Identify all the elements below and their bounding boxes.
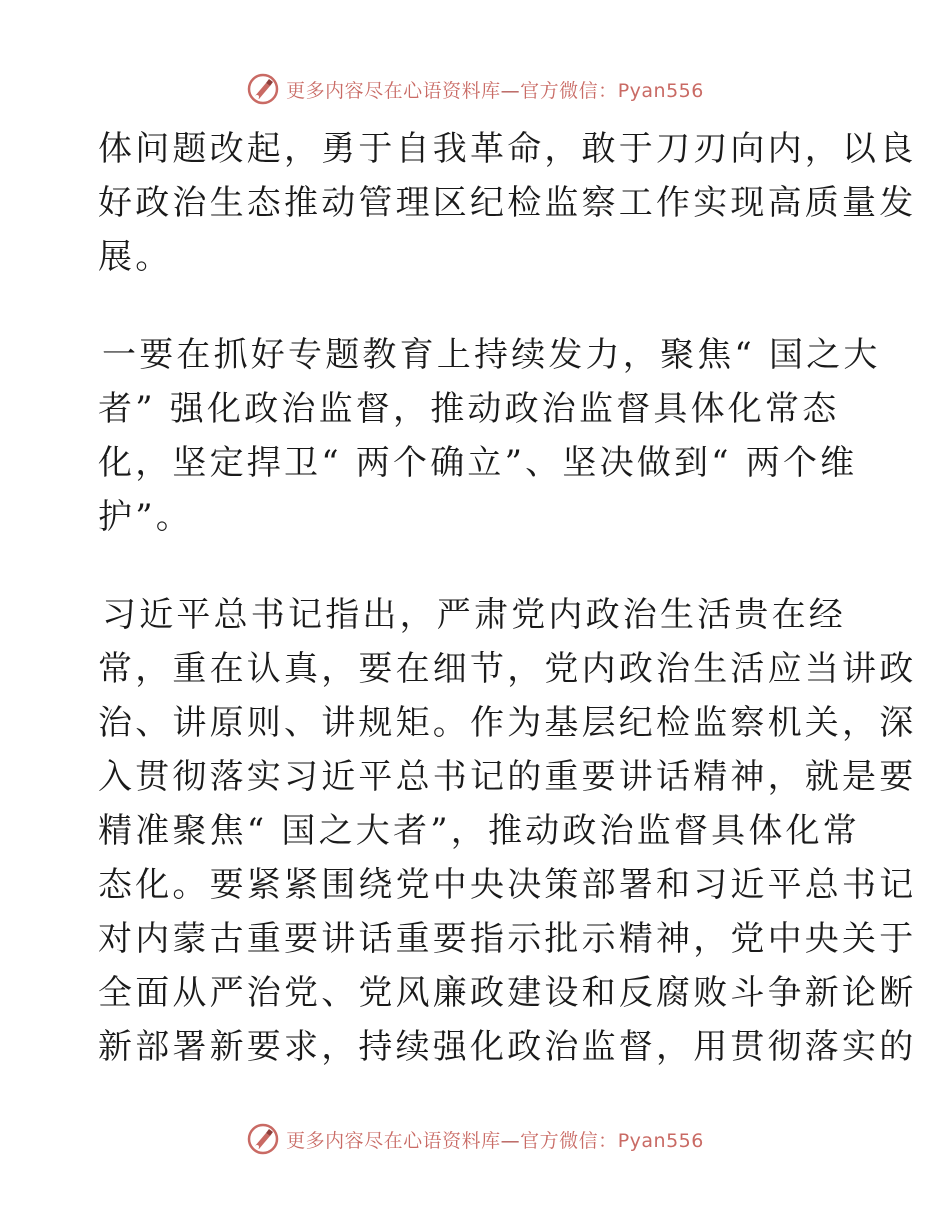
text-line: 入贯彻落实习近平总书记的重要讲话精神，就是要 (98, 757, 917, 797)
text-line: 精准聚焦“ 国之大者”，推动政治监督具体化常 (98, 811, 860, 851)
watermark-wechat-id: Pyan556 (617, 79, 704, 102)
text-line: 态化。要紧紧围绕党中央决策部署和习近平总书记 (98, 865, 917, 905)
paragraph-2 (98, 328, 881, 544)
pen-logo-icon (246, 1122, 280, 1156)
text-line: 对内蒙古重要讲话重要指示批示精神，党中央关于 (98, 919, 917, 959)
watermark-separator: — (500, 1129, 521, 1152)
watermark-library-text: 更多内容尽在心语资料库 (286, 1129, 501, 1152)
text-line: 新部署新要求，持续强化政治监督，用贯彻落实的 (98, 1027, 917, 1067)
paragraph-1 (98, 122, 917, 284)
text-line: 一要在抓好专题教育上持续发力，聚焦“ 国之大 (102, 335, 881, 375)
text-line: 习近平总书记指出，严肃党内政治生活贵在经 (102, 595, 846, 635)
text-line: 常，重在认真，要在细节，党内政治生活应当讲政 (98, 649, 917, 689)
text-line: 护”。 (98, 497, 193, 537)
watermark-library-text: 更多内容尽在心语资料库 (286, 79, 501, 102)
watermark-text (286, 76, 704, 103)
header-watermark (0, 72, 950, 106)
watermark-wechat-id: Pyan556 (617, 1129, 704, 1152)
text-line: 化，坚定捍卫“ 两个确立”、坚决做到“ 两个维 (98, 443, 858, 483)
watermark-separator: — (500, 79, 521, 102)
watermark-wechat-label: 官方微信： (520, 1129, 618, 1152)
text-line: 治、讲原则、讲规矩。作为基层纪检监察机关，深 (98, 703, 917, 743)
paragraph-3 (98, 588, 917, 1074)
text-line: 者” 强化政治监督，推动政治监督具体化常态 (98, 389, 840, 429)
pen-logo-icon (246, 72, 280, 106)
text-line: 好政治生态推动管理区纪检监察工作实现高质量发 (98, 183, 917, 223)
watermark-text (286, 1126, 704, 1153)
text-line: 全面从严治党、党风廉政建设和反腐败斗争新论断 (98, 973, 917, 1013)
document-body (98, 122, 917, 1074)
text-line: 展。 (98, 237, 173, 277)
watermark-wechat-label: 官方微信： (520, 79, 618, 102)
text-line: 体问题改起，勇于自我革命，敢于刀刃向内，以良 (98, 129, 917, 169)
footer-watermark (0, 1122, 950, 1156)
